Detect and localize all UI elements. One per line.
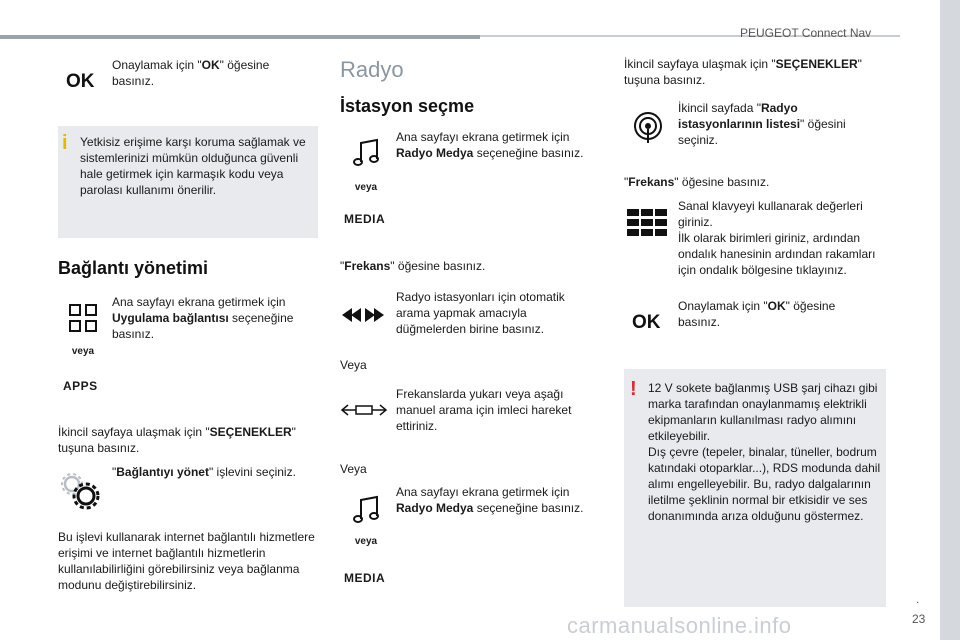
page-header-title: PEUGEOT Connect Nav [740, 26, 872, 40]
connection-footer-text: Bu işlevi kullanarak internet bağlantılı hizmetlere erişimi ve internet bağlantılı hizmetlerin kullanılabilirliğini görebilirsiniz veya bağlanma modunu değiştirebilirsiniz. [58, 530, 315, 592]
frequency-instruction: "Frekans" öğesine basınız. [340, 259, 486, 273]
ok-icon: OK [66, 71, 95, 92]
section-title-connection: Bağlantı yönetimi [58, 258, 209, 278]
page-dot: . [916, 592, 920, 606]
frequency-instruction: "Frekans" öğesine basınız. [624, 175, 770, 189]
veya-label: veya [71, 346, 95, 357]
veya-label: veya [354, 182, 378, 193]
media-button-label: MEDIA [344, 571, 386, 585]
subsection-title-station: İstasyon seçme [340, 96, 475, 116]
info-icon: i [62, 132, 68, 154]
veya-label: Veya [340, 462, 367, 476]
apps-instruction: Ana sayfayı ekrana getirmek için Uygulama bağlantısı seçeneğine basınız. [112, 295, 294, 341]
music-note-icon [352, 138, 380, 168]
frequency-slider-icon [340, 403, 388, 417]
second-page-instruction: İkincil sayfaya ulaşmak için "SEÇENEKLER" tuşuna basınız. [58, 425, 296, 455]
media-instruction-2: Ana sayfayı ekrana getirmek için Radyo Medya seçeneğine basınız. [396, 485, 584, 515]
second-page-instruction: İkincil sayfaya ulaşmak için "SEÇENEKLER" tuşuna basınız. [624, 57, 862, 87]
section-title-radio: Radyo [340, 57, 404, 82]
keyboard-instruction: Sanal klavyeyi kullanarak değerleri giriniz. İlk olarak birimleri giriniz, ardından ondalık hanesinin ardından rakamları için ondalık bölgesine tıklayınız. [678, 199, 876, 277]
page-number: 23 [912, 612, 926, 626]
top-rule [0, 35, 480, 39]
manage-instruction: "Bağlantıyı yönet" işlevini seçiniz. [112, 465, 296, 479]
auto-search-instruction: Radyo istasyonları için otomatik arama yapmak amacıyla düğmelerden birine basınız. [396, 290, 565, 336]
manual-search-instruction: Frekanslarda yukarı veya aşağı manuel arama için imleci hareket ettiriniz. [396, 387, 572, 433]
info-text: Yetkisiz erişime karşı koruma sağlamak ve sistemlerinizi mümkün olduğunca güvenli hale getirmek için karmaşık kodu veya parolası kullanımı önerilir. [80, 135, 306, 197]
media-instruction: Ana sayfayı ekrana getirmek için Radyo Medya seçeneğine basınız. [396, 130, 584, 160]
music-note-icon [352, 495, 380, 525]
ok-instruction: Onaylamak için "OK" öğesine basınız. [678, 299, 836, 329]
warning-icon: ! [630, 378, 637, 400]
warning-text: 12 V sokete bağlanmış USB şarj cihazı gibi marka tarafından onaylanmamış elektrikli ekipmanların kullanılması radyo alımını etkileyebilir. Dış çevre (tepeler, binalar, tüneller, bodrum katındaki otoparklar...), RDS modunda dahil alımı engelleyebilir. Bu, radyo dalgalarının iletilme şeklinin normal bir etkisidir ve ses donanımında arıza olduğunu göstermez. [648, 381, 881, 523]
page-side-strip [940, 0, 960, 640]
seek-buttons-icon [340, 306, 386, 324]
veya-label: veya [354, 536, 378, 547]
apps-button-label: APPS [63, 379, 98, 393]
veya-label: Veya [340, 358, 367, 372]
ok-instruction: Onaylamak için "OK" öğesine basınız. [112, 58, 270, 88]
media-button-label: MEDIA [344, 212, 386, 226]
keyboard-icon [626, 208, 668, 238]
watermark: carmanualsonline.info [567, 613, 792, 638]
radio-list-icon [632, 112, 664, 144]
apps-grid-icon [68, 303, 98, 333]
gears-icon [58, 470, 102, 510]
ok-icon: OK [632, 312, 661, 333]
station-list-instruction: İkincil sayfada "Radyo istasyonlarının listesi" öğesini seçiniz. [678, 101, 846, 147]
